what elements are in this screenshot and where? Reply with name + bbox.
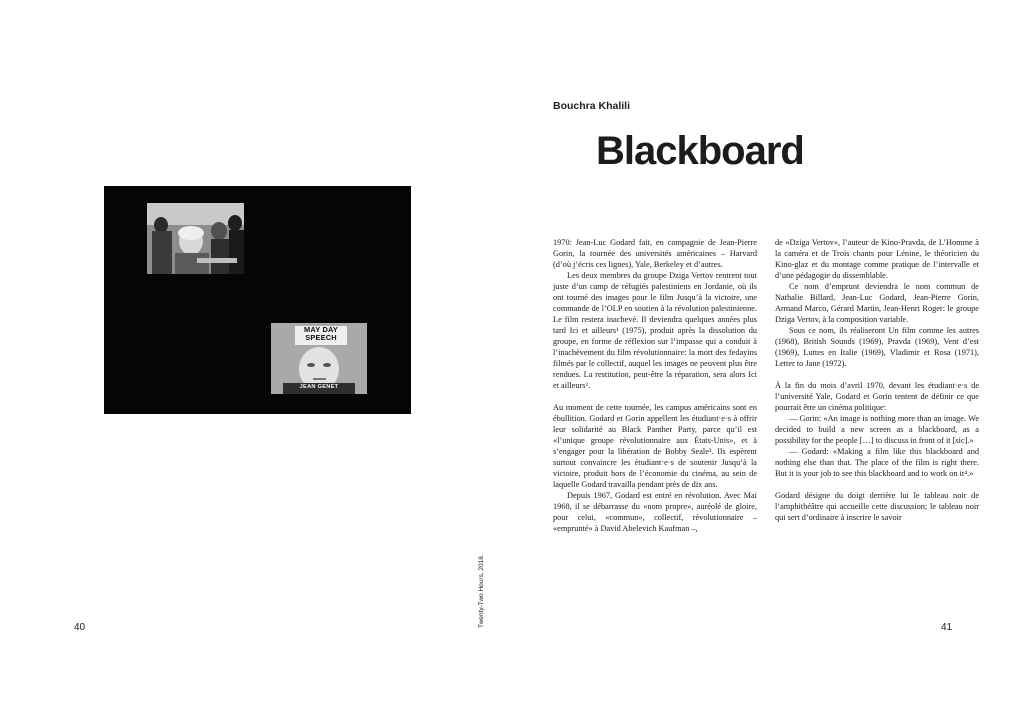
paragraph: Les deux membres du groupe Dziga Vertov rentrent tout juste d’un camp de réfugiés palestiniens en Jordanie, où ils ont tourné des images pour le film Jusqu’à la victoire, une commande de l’OLP en soutien à la révolution palestinienne. Le film restera inachevé. Il deviendra quelques années plus tard Ici et ailleurs¹ (1975), produit après la dissolution du groupe, en forme de réflexion sur l’impasse qui a conduit à l’inachèvement du film révolutionnaire: la mort des fedayins filmés par le collectif, auquel les images ne peuvent plus être rendues. La restitution, peut-être la réparation, sera alors Ici et ailleurs². bbox=[553, 271, 757, 390]
page-number-left: 40 bbox=[74, 622, 86, 633]
paragraph: Sous ce nom, ils réaliseront Un film comme les autres (1968), British Sounds (1969), Pravda (1969), Vent d’est (1969), Luttes en Italie (1969), Vladimir et Rosa (1971), Letter to Jane (1972). bbox=[775, 326, 979, 368]
film-frame-crowd bbox=[147, 203, 244, 274]
still-caption-name: JEAN GENET bbox=[299, 384, 339, 390]
text-column-right bbox=[775, 237, 979, 523]
author-name: Bouchra Khalili bbox=[553, 100, 631, 112]
paragraph: Godard désigne du doigt derrière lui le tableau noir de l’amphithéâtre qui accueille cette discussion; le tableau noir qui sert d’ordinaire à inscrire le savoir bbox=[775, 491, 979, 522]
article-title: Blackboard bbox=[596, 129, 804, 173]
page-number-right: 41 bbox=[941, 622, 953, 633]
film-still-photo bbox=[104, 186, 411, 414]
may-day-speech-sign: MAY DAY SPEECH bbox=[295, 326, 347, 345]
text-column-left bbox=[553, 237, 757, 534]
quote-godard: — Godard: «Making a film like this blackboard and nothing else than that. The place of the film is right there. But it is your job to see this blackboard and to work on it⁴.» bbox=[775, 447, 979, 478]
paragraph: Depuis 1967, Godard est entré en révolution. Avec Mai 1968, il se débarrasse du «nom propre», auréolé de gloire, pour celui, «commun», collectif, révolutionnaire – «emprunté» à David Abelevich Kaufman –, bbox=[553, 491, 757, 533]
film-frame-speech bbox=[271, 323, 367, 394]
paragraph: À la fin du mois d’avril 1970, devant les étudiant·e·s de l’université Yale, Godard et Gorin tentent de définir ce que pourrait être un cinéma politique: bbox=[775, 381, 979, 412]
image-credit-caption: Twenty-Two Hours, 2018. bbox=[478, 554, 485, 628]
paragraph: 1970: Jean-Luc Godard fait, en compagnie de Jean-Pierre Gorin, la tournée des universités américaines – Harvard (d’où j’écris ces lignes), Yale, Berkeley et d’autres. bbox=[553, 238, 757, 269]
crowd-image bbox=[147, 203, 244, 274]
paragraph: Au moment de cette tournée, les campus américains sont en ébullition. Godard et Gorin appellent les étudiant·e·s à offrir leur solidarité au Black Panther Party, parce qu’il est «l’unique groupe révolutionnaire aux États-Unis», et à s’engager pour la libération de Bobby Seale³. Ils espèrent surtout convaincre les étudiant·e·s de soutenir Jusqu’à la victoire, produit hors de l’économie du cinéma, au sein de laquelle Godard travailla pendant près de dix ans. bbox=[553, 403, 757, 489]
quote-gorin: — Gorin: «An image is nothing more than an image. We decided to build a new screen as a blackboard, as a possibility for the people […] to discuss in front of it [sic].» bbox=[775, 414, 979, 445]
paragraph: Ce nom d’emprunt deviendra le nom commun de Nathalie Billard, Jean-Luc Godard, Jean-Pierre Gorin, Armand Marco, Gérard Martin, Jean-Henri Roger: le groupe Dziga Vertov, à la composition variable. bbox=[775, 282, 979, 324]
paragraph: de «Dziga Vertov», l’auteur de Kino-Pravda, de L’Homme à la caméra et de Trois chants pour Lénine, le théoricien du Kino-glaz et du montage comme pratique de l’intervalle et d’une pédagogie du dissemblable. bbox=[775, 238, 979, 280]
